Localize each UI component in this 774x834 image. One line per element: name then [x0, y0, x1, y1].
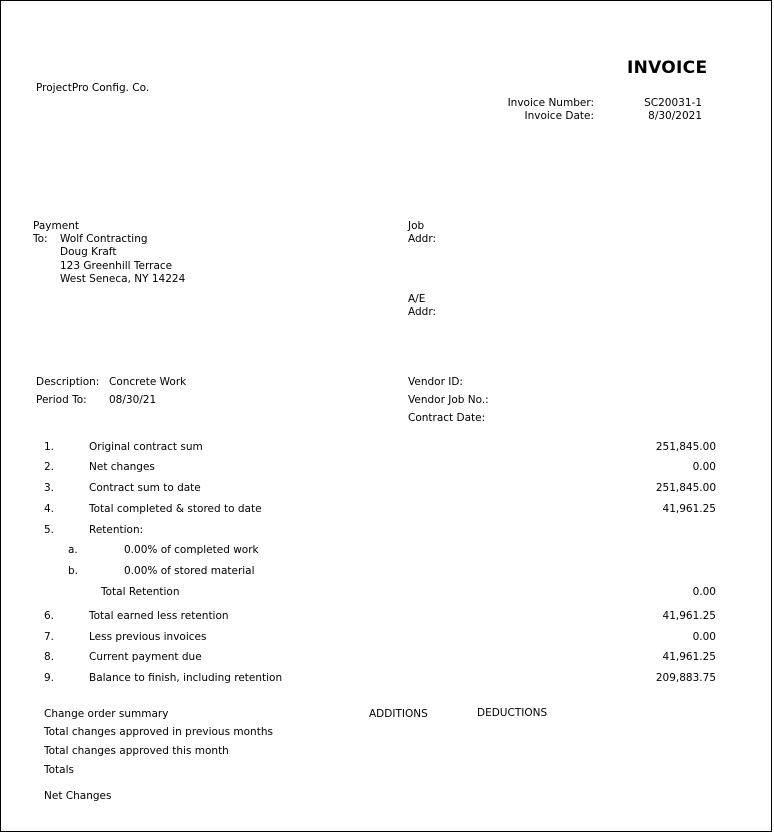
line-amount: 209,883.75 [655, 672, 716, 684]
line-label: Balance to finish, including retention [89, 672, 283, 684]
change-order-summary-label: Change order summary [44, 708, 169, 720]
invoice-title: INVOICE [627, 58, 708, 78]
line-amount: 251,845.00 [655, 482, 716, 494]
line-number: 8. [44, 651, 55, 663]
description-label: Description: [36, 376, 100, 388]
line-number: 9. [44, 672, 55, 684]
line-number: 1. [44, 441, 55, 453]
contract-date-label: Contract Date: [408, 412, 486, 424]
line-label: Retention: [89, 524, 144, 536]
line-label: Contract sum to date [89, 482, 201, 494]
line-label: Net changes [89, 461, 155, 473]
period-value: 08/30/21 [109, 394, 157, 406]
line-number: b. [68, 565, 79, 577]
line-label: Current payment due [89, 651, 202, 663]
line-label: Original contract sum [89, 441, 203, 453]
line-amount: 41,961.25 [662, 503, 716, 515]
net-changes-label: Net Changes [44, 790, 112, 802]
line-number: 5. [44, 524, 55, 536]
line-amount: 251,845.00 [655, 441, 716, 453]
period-label: Period To: [36, 394, 87, 406]
job-label: Job [408, 220, 425, 232]
line-amount: 41,961.25 [662, 651, 716, 663]
payee-name: Wolf Contracting [60, 233, 148, 245]
line-label: 0.00% of stored material [124, 565, 255, 577]
payee-contact: Doug Kraft [60, 246, 117, 258]
line-amount: 0.00 [692, 461, 716, 473]
line-number: a. [68, 544, 78, 556]
line-label: Total Retention [101, 586, 180, 598]
payee-street: 123 Greenhill Terrace [60, 260, 173, 272]
line-number: 7. [44, 631, 55, 643]
line-number: 6. [44, 610, 55, 622]
line-number: 4. [44, 503, 55, 515]
additions-header: ADDITIONS [369, 708, 428, 720]
line-label: Total completed & stored to date [89, 503, 262, 515]
line-label: 0.00% of completed work [124, 544, 259, 556]
invoice-date: 8/30/2021 [648, 110, 702, 122]
payment-label: Payment [33, 220, 79, 232]
line-number: 2. [44, 461, 55, 473]
ae-addr-label: Addr: [408, 306, 436, 318]
deductions-header: DEDUCTIONS [477, 707, 548, 719]
payment-to-label: To: [33, 233, 48, 245]
line-label: Total earned less retention [89, 610, 229, 622]
changes-this-month-label: Total changes approved this month [44, 745, 229, 757]
line-number: 3. [44, 482, 55, 494]
vendor-job-label: Vendor Job No.: [408, 394, 489, 406]
ae-label: A/E [408, 293, 426, 305]
line-label: Less previous invoices [89, 631, 207, 643]
line-amount: 0.00 [692, 586, 716, 598]
description-value: Concrete Work [109, 376, 187, 388]
changes-previous-label: Total changes approved in previous months [44, 726, 273, 738]
line-amount: 41,961.25 [662, 610, 716, 622]
totals-label: Totals [44, 764, 74, 776]
company-name: ProjectPro Config. Co. [36, 82, 150, 94]
line-amount: 0.00 [692, 631, 716, 643]
job-addr-label: Addr: [408, 233, 436, 245]
payee-city: West Seneca, NY 14224 [60, 273, 186, 285]
invoice-date-label: Invoice Date: [524, 110, 594, 122]
invoice-number-label: Invoice Number: [507, 97, 594, 109]
invoice-number: SC20031-1 [644, 97, 702, 109]
vendor-id-label: Vendor ID: [408, 376, 463, 388]
